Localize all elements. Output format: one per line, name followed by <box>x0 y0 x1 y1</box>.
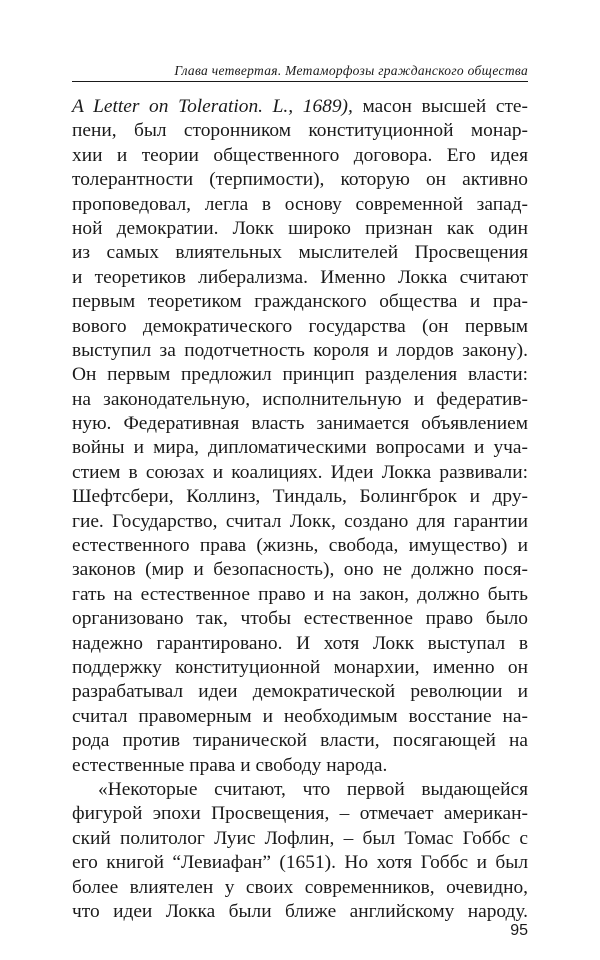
text-line: A Letter on Toleration. L., 1689), масон высшей сте- <box>72 96 528 117</box>
text-line: организовано так, чтобы естественное право было <box>72 608 528 630</box>
text-line: толерантности (терпимости), которую он активно <box>72 169 528 191</box>
text-line: естественного права (жизнь, свобода, имущество) и <box>72 535 528 557</box>
text-line: Он первым предложил принцип разделения власти: <box>72 364 528 386</box>
text-line: стием в союзах и коалициях. Идеи Локка развивали: <box>72 461 528 483</box>
text-line: фигурой эпохи Просвещения, – отмечает американ- <box>72 803 528 825</box>
text-line: войны и мира, дипломатическими вопросами и уча- <box>72 437 528 459</box>
text-line: рода против тиранической власти, посягающей на <box>72 730 528 752</box>
text-line: разрабатывал идеи демократической революции и <box>72 681 528 703</box>
text-line: гать на естественное право и на закон, должно быть <box>72 583 528 605</box>
text-line: его книгой “Левиафан” (1651). Но хотя Гоббс и был <box>72 852 528 874</box>
page-number: 95 <box>510 922 528 939</box>
text-line: проповедовал, легла в основу современной запад- <box>72 193 528 215</box>
text-line: Шефтсбери, Коллинз, Тиндаль, Болингброк и дру- <box>72 486 528 508</box>
text-line: ную. Федеративная власть занимается объявлением <box>72 413 528 435</box>
citation-italic: A Letter on Toleration. L., 1689), <box>72 96 353 117</box>
text-line: хии и теории общественного договора. Его идея <box>72 144 528 166</box>
paragraph-2 <box>72 778 528 924</box>
running-head: Глава четвертая. Метаморфозы гражданского общества <box>174 63 528 78</box>
text-line: вового демократического государства (он первым <box>72 315 528 337</box>
text-line: первым теоретиком гражданского общества и пра- <box>72 291 528 313</box>
text-line: пени, был сторонником конституционной монар- <box>72 120 528 142</box>
text-line: выступил за подотчетность короля и лордов закону). <box>72 339 528 361</box>
text-line: «Некоторые считают, что первой выдающейся <box>98 778 528 800</box>
paragraph-1 <box>72 95 528 778</box>
text-line: и теоретиков либерализма. Именно Локка считают <box>72 266 528 288</box>
text-line: законов (мир и безопасность), оно не должно пося- <box>72 559 528 581</box>
text-line: надежно гарантировано. И хотя Локк выступал в <box>72 632 528 654</box>
text-line: более влиятелен у своих современников, очевидно, <box>72 876 528 898</box>
text-line: на законодательную, исполнительную и федератив- <box>72 388 528 410</box>
text-line: поддержку конституционной монархии, именно он <box>72 656 528 678</box>
header-rule <box>72 81 528 82</box>
text-line: из самых влиятельных мыслителей Просвещения <box>72 242 528 264</box>
text-line: ной демократии. Локк широко признан как один <box>72 217 528 239</box>
body-text <box>72 95 528 924</box>
text-line: ский политолог Луис Лофлин, – был Томас Гоббс с <box>72 827 528 849</box>
text-line: естественные права и свободу народа. <box>72 754 388 776</box>
text-line: считал правомерным и необходимым восстание на- <box>72 705 528 727</box>
text-line: что идеи Локка были ближе английскому народу. <box>72 900 528 922</box>
text-line: гие. Государство, считал Локк, создано для гарантии <box>72 510 528 532</box>
